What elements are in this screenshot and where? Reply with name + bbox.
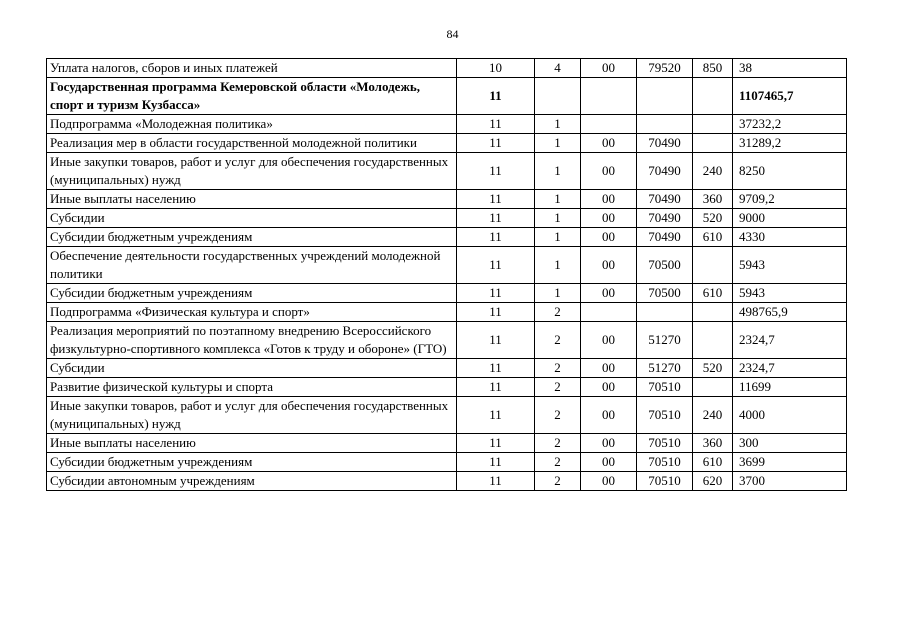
table-row (47, 397, 847, 434)
cell-item: 51270 (637, 322, 693, 359)
page-number: 84 (446, 27, 459, 41)
cell-subsection: 2 (535, 397, 581, 434)
table-row (47, 378, 847, 397)
cell-name: Субсидии бюджетным учреждениям (47, 453, 457, 472)
table-row (47, 284, 847, 303)
cell-item: 70510 (637, 434, 693, 453)
cell-section: 11 (457, 153, 535, 190)
cell-sum: 1107465,7 (733, 78, 847, 115)
cell-item: 70510 (637, 378, 693, 397)
cell-program: 00 (581, 59, 637, 78)
cell-sum: 11699 (733, 378, 847, 397)
table-row (47, 472, 847, 491)
table-row (47, 115, 847, 134)
cell-expense-type: 520 (693, 209, 733, 228)
cell-item: 51270 (637, 359, 693, 378)
cell-section: 11 (457, 397, 535, 434)
cell-section: 11 (457, 359, 535, 378)
cell-subsection: 2 (535, 303, 581, 322)
cell-item: 70500 (637, 247, 693, 284)
cell-sum: 9000 (733, 209, 847, 228)
table-row (47, 59, 847, 78)
cell-subsection: 1 (535, 228, 581, 247)
table-body (47, 59, 847, 491)
cell-section: 11 (457, 322, 535, 359)
cell-program: 00 (581, 378, 637, 397)
cell-program: 00 (581, 134, 637, 153)
cell-program: 00 (581, 434, 637, 453)
cell-program: 00 (581, 228, 637, 247)
cell-item: 79520 (637, 59, 693, 78)
table-row (47, 209, 847, 228)
cell-item: 70490 (637, 209, 693, 228)
cell-sum: 38 (733, 59, 847, 78)
cell-name: Обеспечение деятельности государственных учреждений молодежной политики (47, 247, 457, 284)
cell-program: 00 (581, 190, 637, 209)
cell-subsection (535, 78, 581, 115)
cell-section: 11 (457, 209, 535, 228)
cell-expense-type: 240 (693, 153, 733, 190)
cell-subsection: 1 (535, 247, 581, 284)
cell-name: Иные закупки товаров, работ и услуг для обеспечения государственных (муниципальных) нужд (47, 397, 457, 434)
cell-expense-type (693, 78, 733, 115)
cell-name: Субсидии (47, 209, 457, 228)
cell-expense-type (693, 247, 733, 284)
cell-expense-type (693, 322, 733, 359)
cell-sum: 37232,2 (733, 115, 847, 134)
cell-name: Иные выплаты населению (47, 434, 457, 453)
cell-name: Иные выплаты населению (47, 190, 457, 209)
cell-item (637, 78, 693, 115)
table-row (47, 303, 847, 322)
cell-expense-type: 360 (693, 434, 733, 453)
cell-sum: 3700 (733, 472, 847, 491)
cell-section: 11 (457, 284, 535, 303)
cell-section: 11 (457, 303, 535, 322)
cell-program: 00 (581, 472, 637, 491)
cell-subsection: 1 (535, 153, 581, 190)
cell-name: Уплата налогов, сборов и иных платежей (47, 59, 457, 78)
cell-item: 70510 (637, 472, 693, 491)
cell-sum: 300 (733, 434, 847, 453)
cell-program: 00 (581, 359, 637, 378)
cell-program: 00 (581, 397, 637, 434)
cell-sum: 9709,2 (733, 190, 847, 209)
cell-name: Субсидии бюджетным учреждениям (47, 284, 457, 303)
cell-subsection: 1 (535, 134, 581, 153)
cell-name: Субсидии автономным учреждениям (47, 472, 457, 491)
table-row (47, 322, 847, 359)
cell-item (637, 303, 693, 322)
cell-subsection: 1 (535, 115, 581, 134)
cell-expense-type (693, 303, 733, 322)
cell-program: 00 (581, 284, 637, 303)
cell-expense-type (693, 115, 733, 134)
cell-name: Реализация мероприятий по поэтапному внедрению Всероссийского физкультурно-спортивного комплекса «Готов к труду и обороне» (ГТО) (47, 322, 457, 359)
cell-program (581, 115, 637, 134)
cell-expense-type: 360 (693, 190, 733, 209)
cell-sum: 4000 (733, 397, 847, 434)
cell-program (581, 303, 637, 322)
cell-section: 11 (457, 453, 535, 472)
table-row (47, 78, 847, 115)
cell-name: Подпрограмма «Молодежная политика» (47, 115, 457, 134)
cell-program: 00 (581, 453, 637, 472)
cell-name: Реализация мер в области государственной молодежной политики (47, 134, 457, 153)
table-row (47, 153, 847, 190)
cell-sum: 31289,2 (733, 134, 847, 153)
cell-item: 70510 (637, 453, 693, 472)
table-row (47, 434, 847, 453)
cell-subsection: 2 (535, 359, 581, 378)
cell-expense-type: 610 (693, 453, 733, 472)
cell-item: 70500 (637, 284, 693, 303)
cell-program: 00 (581, 209, 637, 228)
cell-sum: 498765,9 (733, 303, 847, 322)
cell-item (637, 115, 693, 134)
cell-subsection: 2 (535, 434, 581, 453)
cell-section: 11 (457, 247, 535, 284)
cell-name: Субсидии (47, 359, 457, 378)
cell-item: 70490 (637, 134, 693, 153)
cell-program: 00 (581, 322, 637, 359)
cell-item: 70490 (637, 190, 693, 209)
cell-section: 11 (457, 434, 535, 453)
cell-subsection: 2 (535, 322, 581, 359)
cell-subsection: 1 (535, 209, 581, 228)
cell-name: Государственная программа Кемеровской области «Молодежь, спорт и туризм Кузбасса» (47, 78, 457, 115)
cell-item: 70490 (637, 153, 693, 190)
cell-subsection: 1 (535, 190, 581, 209)
cell-sum: 8250 (733, 153, 847, 190)
cell-name: Подпрограмма «Физическая культура и спорт» (47, 303, 457, 322)
cell-section: 11 (457, 78, 535, 115)
cell-program: 00 (581, 247, 637, 284)
cell-section: 11 (457, 134, 535, 153)
table-row (47, 190, 847, 209)
table-row (47, 134, 847, 153)
cell-sum: 2324,7 (733, 322, 847, 359)
cell-section: 11 (457, 190, 535, 209)
cell-sum: 4330 (733, 228, 847, 247)
cell-sum: 2324,7 (733, 359, 847, 378)
cell-name: Иные закупки товаров, работ и услуг для обеспечения государственных (муниципальных) нужд (47, 153, 457, 190)
cell-expense-type: 610 (693, 228, 733, 247)
cell-section: 10 (457, 59, 535, 78)
cell-expense-type: 850 (693, 59, 733, 78)
budget-table (46, 58, 847, 491)
cell-subsection: 2 (535, 453, 581, 472)
cell-name: Субсидии бюджетным учреждениям (47, 228, 457, 247)
cell-section: 11 (457, 115, 535, 134)
cell-expense-type: 520 (693, 359, 733, 378)
cell-expense-type: 240 (693, 397, 733, 434)
cell-item: 70490 (637, 228, 693, 247)
cell-name: Развитие физической культуры и спорта (47, 378, 457, 397)
cell-expense-type: 610 (693, 284, 733, 303)
cell-subsection: 1 (535, 284, 581, 303)
table-row (47, 228, 847, 247)
cell-item: 70510 (637, 397, 693, 434)
table-row (47, 453, 847, 472)
cell-sum: 5943 (733, 247, 847, 284)
cell-sum: 3699 (733, 453, 847, 472)
cell-subsection: 4 (535, 59, 581, 78)
cell-section: 11 (457, 228, 535, 247)
cell-expense-type (693, 134, 733, 153)
cell-subsection: 2 (535, 378, 581, 397)
table-row (47, 247, 847, 284)
cell-expense-type (693, 378, 733, 397)
cell-section: 11 (457, 472, 535, 491)
cell-program (581, 78, 637, 115)
cell-section: 11 (457, 378, 535, 397)
cell-expense-type: 620 (693, 472, 733, 491)
table-row (47, 359, 847, 378)
cell-program: 00 (581, 153, 637, 190)
cell-sum: 5943 (733, 284, 847, 303)
cell-subsection: 2 (535, 472, 581, 491)
